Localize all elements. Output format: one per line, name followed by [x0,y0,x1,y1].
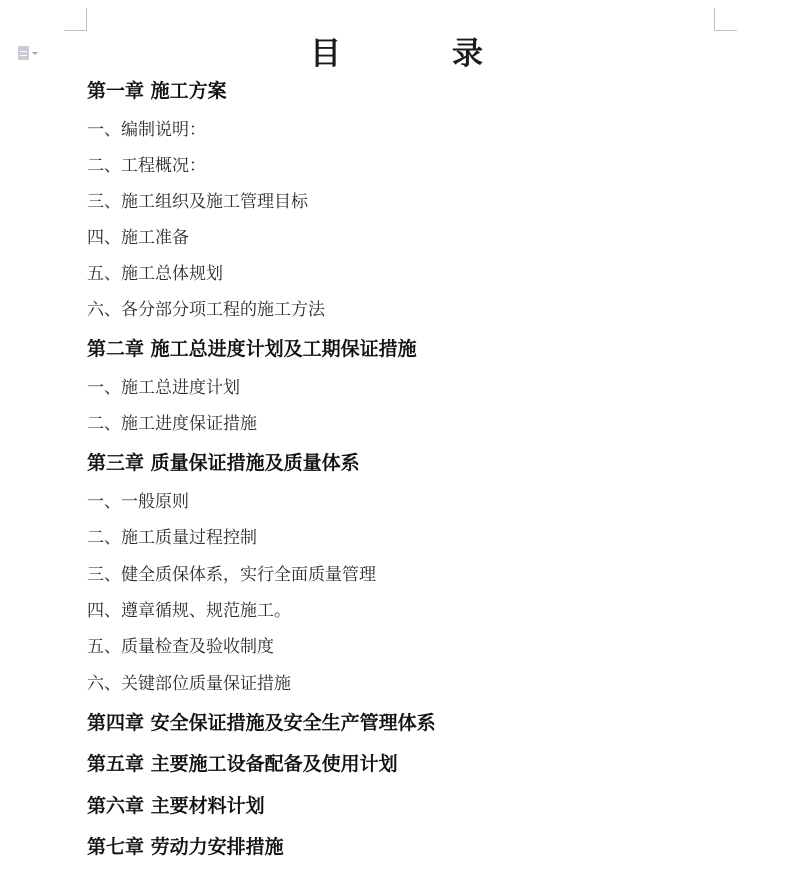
toc-section: 一、一般原则 [87,492,189,512]
toc-section: 三、施工组织及施工管理目标 [87,192,308,212]
toc-section: 五、质量检查及验收制度 [87,637,274,657]
toc-chapter: 第七章 劳动力安排措施 [87,836,284,858]
toc-chapter: 第五章 主要施工设备配备及使用计划 [87,753,398,775]
toc-section: 一、编制说明： [87,120,206,140]
toc-chapter: 第六章 主要材料计划 [87,795,265,817]
toc-section: 四、遵章循规、规范施工。 [87,601,291,621]
toc-chapter: 第四章 安全保证措施及安全生产管理体系 [87,712,436,734]
toc-section: 二、工程概况： [87,156,206,176]
toc-section: 二、施工进度保证措施 [87,414,257,434]
toc-chapter: 第二章 施工总进度计划及工期保证措施 [87,338,417,360]
toc-chapter: 第三章 质量保证措施及质量体系 [87,452,360,474]
toc-section: 六、各分部分项工程的施工方法 [87,300,325,320]
toc-section: 二、施工质量过程控制 [87,528,257,548]
toc-section: 三、健全质保体系，实行全面质量管理 [87,565,376,585]
toc-section: 四、施工准备 [87,228,189,248]
toc-section: 六、关键部位质量保证措施 [87,674,291,694]
toc-section: 五、施工总体规划 [87,264,223,284]
page-title: 目 录 [310,36,523,72]
page-corner-mark-left [64,8,87,31]
toc-section: 一、施工总进度计划 [87,378,240,398]
page-corner-mark-right [714,8,737,31]
toc-chapter: 第一章 施工方案 [87,80,227,102]
